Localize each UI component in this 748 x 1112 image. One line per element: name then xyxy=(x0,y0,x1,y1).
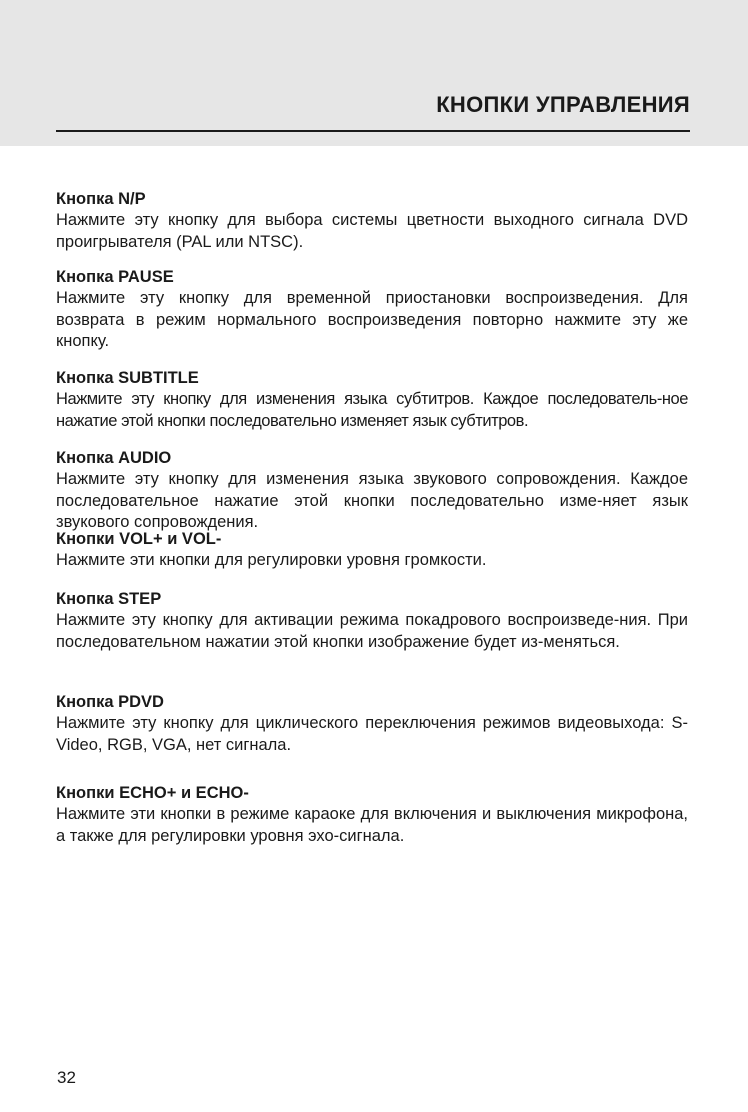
section-title: Кнопка SUBTITLE xyxy=(56,369,199,387)
section-body: Нажмите эту кнопку для временной приостановки воспроизведения. Для возврата в режим нормального воспроизведения повторно нажмите эту же кнопку. xyxy=(56,289,688,350)
section-echo xyxy=(56,783,688,847)
section-body: Нажмите эту кнопку для изменения языка звукового сопровождения. Каждое последовательное нажатие этой кнопки последовательно изме-няет язык звукового сопровождения. xyxy=(56,470,688,531)
section-title: Кнопка N/P xyxy=(56,190,146,208)
section-title: Кнопка PDVD xyxy=(56,693,164,711)
section-body: Нажмите эту кнопку для изменения языка субтитров. Каждое последователь-ное нажатие этой кнопки последовательно изменяет язык субтитров. xyxy=(56,390,688,430)
section-subtitle xyxy=(56,368,688,432)
section-vol xyxy=(56,529,688,572)
section-pdvd xyxy=(56,692,688,756)
section-title: Кнопка STEP xyxy=(56,590,162,608)
section-body: Нажмите эту кнопку для активации режима покадрового воспроизведе-ния. При последовательном нажатии этой кнопки изображение будет из-меняться. xyxy=(56,611,688,651)
page-header xyxy=(0,0,748,146)
section-body: Нажмите эти кнопки для регулировки уровня громкости. xyxy=(56,551,487,569)
section-body: Нажмите эту кнопку для циклического переключения режимов видеовыхода: S-Video, RGB, VGA, нет сигнала. xyxy=(56,714,688,754)
page-title: КНОПКИ УПРАВЛЕНИЯ xyxy=(436,92,690,117)
section-pause xyxy=(56,267,688,353)
section-title: Кнопки VOL+ и VOL- xyxy=(56,530,222,548)
section-title: Кнопка PAUSE xyxy=(56,268,174,286)
section-body: Нажмите эти кнопки в режиме караоке для включения и выключения микрофона, а также для регулировки уровня эхо-сигнала. xyxy=(56,805,688,845)
section-audio xyxy=(56,448,688,534)
section-step xyxy=(56,589,688,653)
section-np xyxy=(56,189,688,253)
header-divider xyxy=(56,130,690,132)
section-body: Нажмите эту кнопку для выбора системы цветности выходного сигнала DVD проигрывателя (PAL или NTSC). xyxy=(56,211,688,251)
section-title: Кнопка AUDIO xyxy=(56,449,172,467)
page-number: 32 xyxy=(57,1068,76,1087)
section-title: Кнопки ECHO+ и ECHO- xyxy=(56,784,249,802)
